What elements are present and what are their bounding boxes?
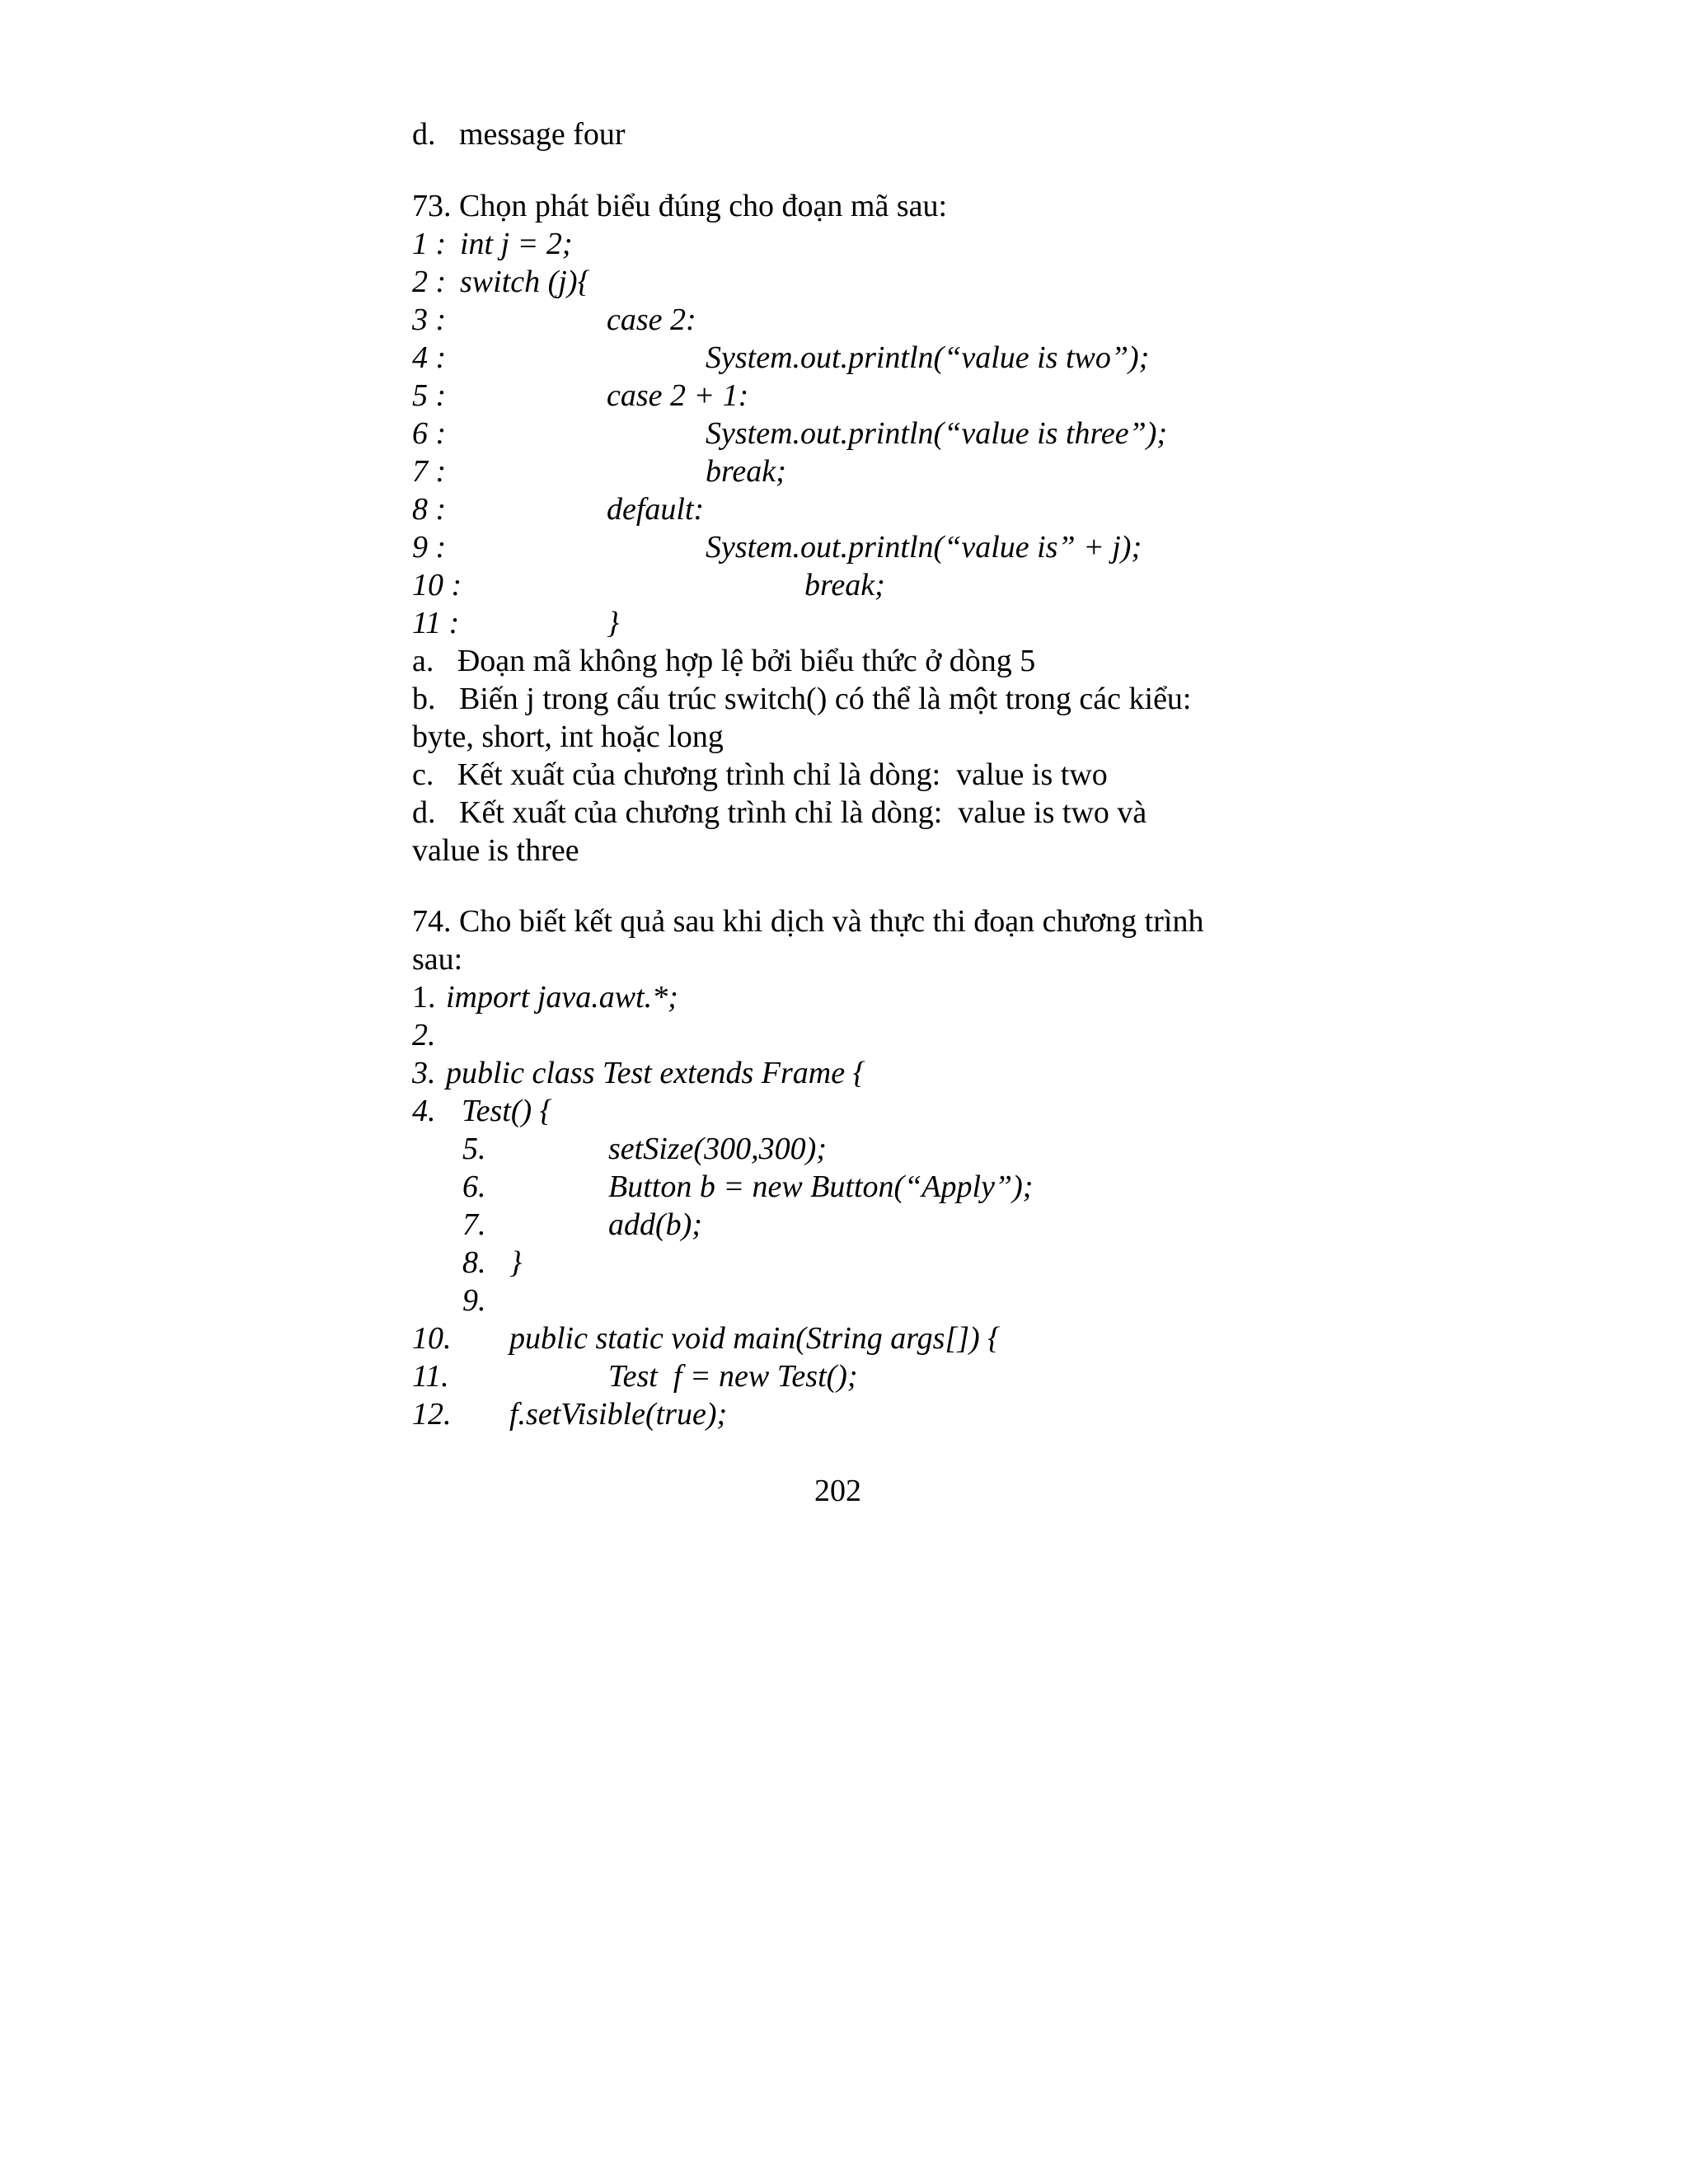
q73-code-num: 5 : [412, 378, 447, 413]
q74-prompt-cont: sau: [412, 942, 463, 977]
q73-option-d: d. Kết xuất của chương trình chỉ là dòng: value is two và [412, 795, 1147, 830]
q74-prompt: 74. Cho biết kết quả sau khi dịch và thực thi đoạn chương trình [412, 904, 1204, 939]
q73-code-num: 2 : [412, 265, 447, 299]
q74-code-num: 11. [412, 1359, 449, 1394]
q73-code-text: switch (j){ [460, 265, 590, 299]
q73-option-a: a. Đoạn mã không hợp lệ bởi biểu thức ở dòng 5 [412, 644, 1036, 678]
q73-code-text: System.out.println(“value is three”); [706, 416, 1168, 451]
q74-code-text: public class Test extends Frame { [446, 1056, 865, 1090]
q74-code-text: public static void main(String args[]) { [509, 1321, 1001, 1356]
q73-code-text: System.out.println(“value is two”); [706, 340, 1150, 375]
q73-prompt: 73. Chọn phát biểu đúng cho đoạn mã sau: [412, 189, 948, 223]
q73-code-num: 6 : [412, 416, 447, 451]
q73-code-num: 4 : [412, 340, 447, 375]
q73-code-text: System.out.println(“value is” + j); [706, 530, 1142, 565]
q73-code-text: int j = 2; [460, 227, 573, 261]
q73-code-text: case 2: [607, 302, 696, 337]
q74-code-num: 8. [462, 1245, 486, 1280]
q73-code-num: 8 : [412, 492, 447, 527]
q73-code-num: 10 : [412, 568, 462, 602]
q73-code-text: break; [804, 568, 885, 602]
q73-option-b-cont: byte, short, int hoặc long [412, 719, 724, 754]
q74-code-num: 6. [462, 1169, 486, 1204]
q74-code-num: 7. [462, 1207, 486, 1242]
q74-code-text: import java.awt.*; [446, 980, 678, 1015]
q74-code-text: f.setVisible(true); [509, 1397, 728, 1432]
q74-code-text: } [509, 1245, 523, 1280]
q74-code-text: add(b); [608, 1207, 702, 1242]
q73-code-num: 11 : [412, 606, 460, 640]
q73-code-num: 9 : [412, 530, 447, 565]
q73-code-text: case 2 + 1: [607, 378, 749, 413]
q73-code-text: break; [706, 454, 786, 489]
q74-code-text: setSize(300,300); [608, 1132, 827, 1166]
q74-code-num: 2. [412, 1018, 436, 1052]
q74-code-text: Button b = new Button(“Apply”); [608, 1169, 1034, 1204]
q74-code-text: Test f = new Test(); [608, 1359, 858, 1394]
prev-option-d: d. message four [412, 117, 626, 152]
q74-code-num: 5. [462, 1132, 486, 1166]
q73-code-num: 1 : [412, 227, 447, 261]
q74-code-text: Test() { [462, 1094, 552, 1128]
q73-option-d-cont: value is three [412, 833, 579, 868]
q73-code-num: 7 : [412, 454, 447, 489]
q73-option-c: c. Kết xuất của chương trình chỉ là dòng: value is two [412, 757, 1108, 792]
q73-code-text: } [607, 606, 620, 640]
q74-code-num: 12. [412, 1397, 452, 1432]
q74-code-num: 10. [412, 1321, 452, 1356]
page-number: 202 [814, 1474, 861, 1508]
q74-code-num: 3. [412, 1056, 436, 1090]
q73-option-b: b. Biến j trong cấu trúc switch() có thể là một trong các kiểu: [412, 682, 1192, 716]
q74-code-num: 1. [412, 980, 436, 1015]
q73-code-num: 3 : [412, 302, 447, 337]
q74-code-num: 9. [462, 1283, 486, 1318]
q73-code-text: default: [607, 492, 705, 527]
q74-code-num: 4. [412, 1094, 436, 1128]
